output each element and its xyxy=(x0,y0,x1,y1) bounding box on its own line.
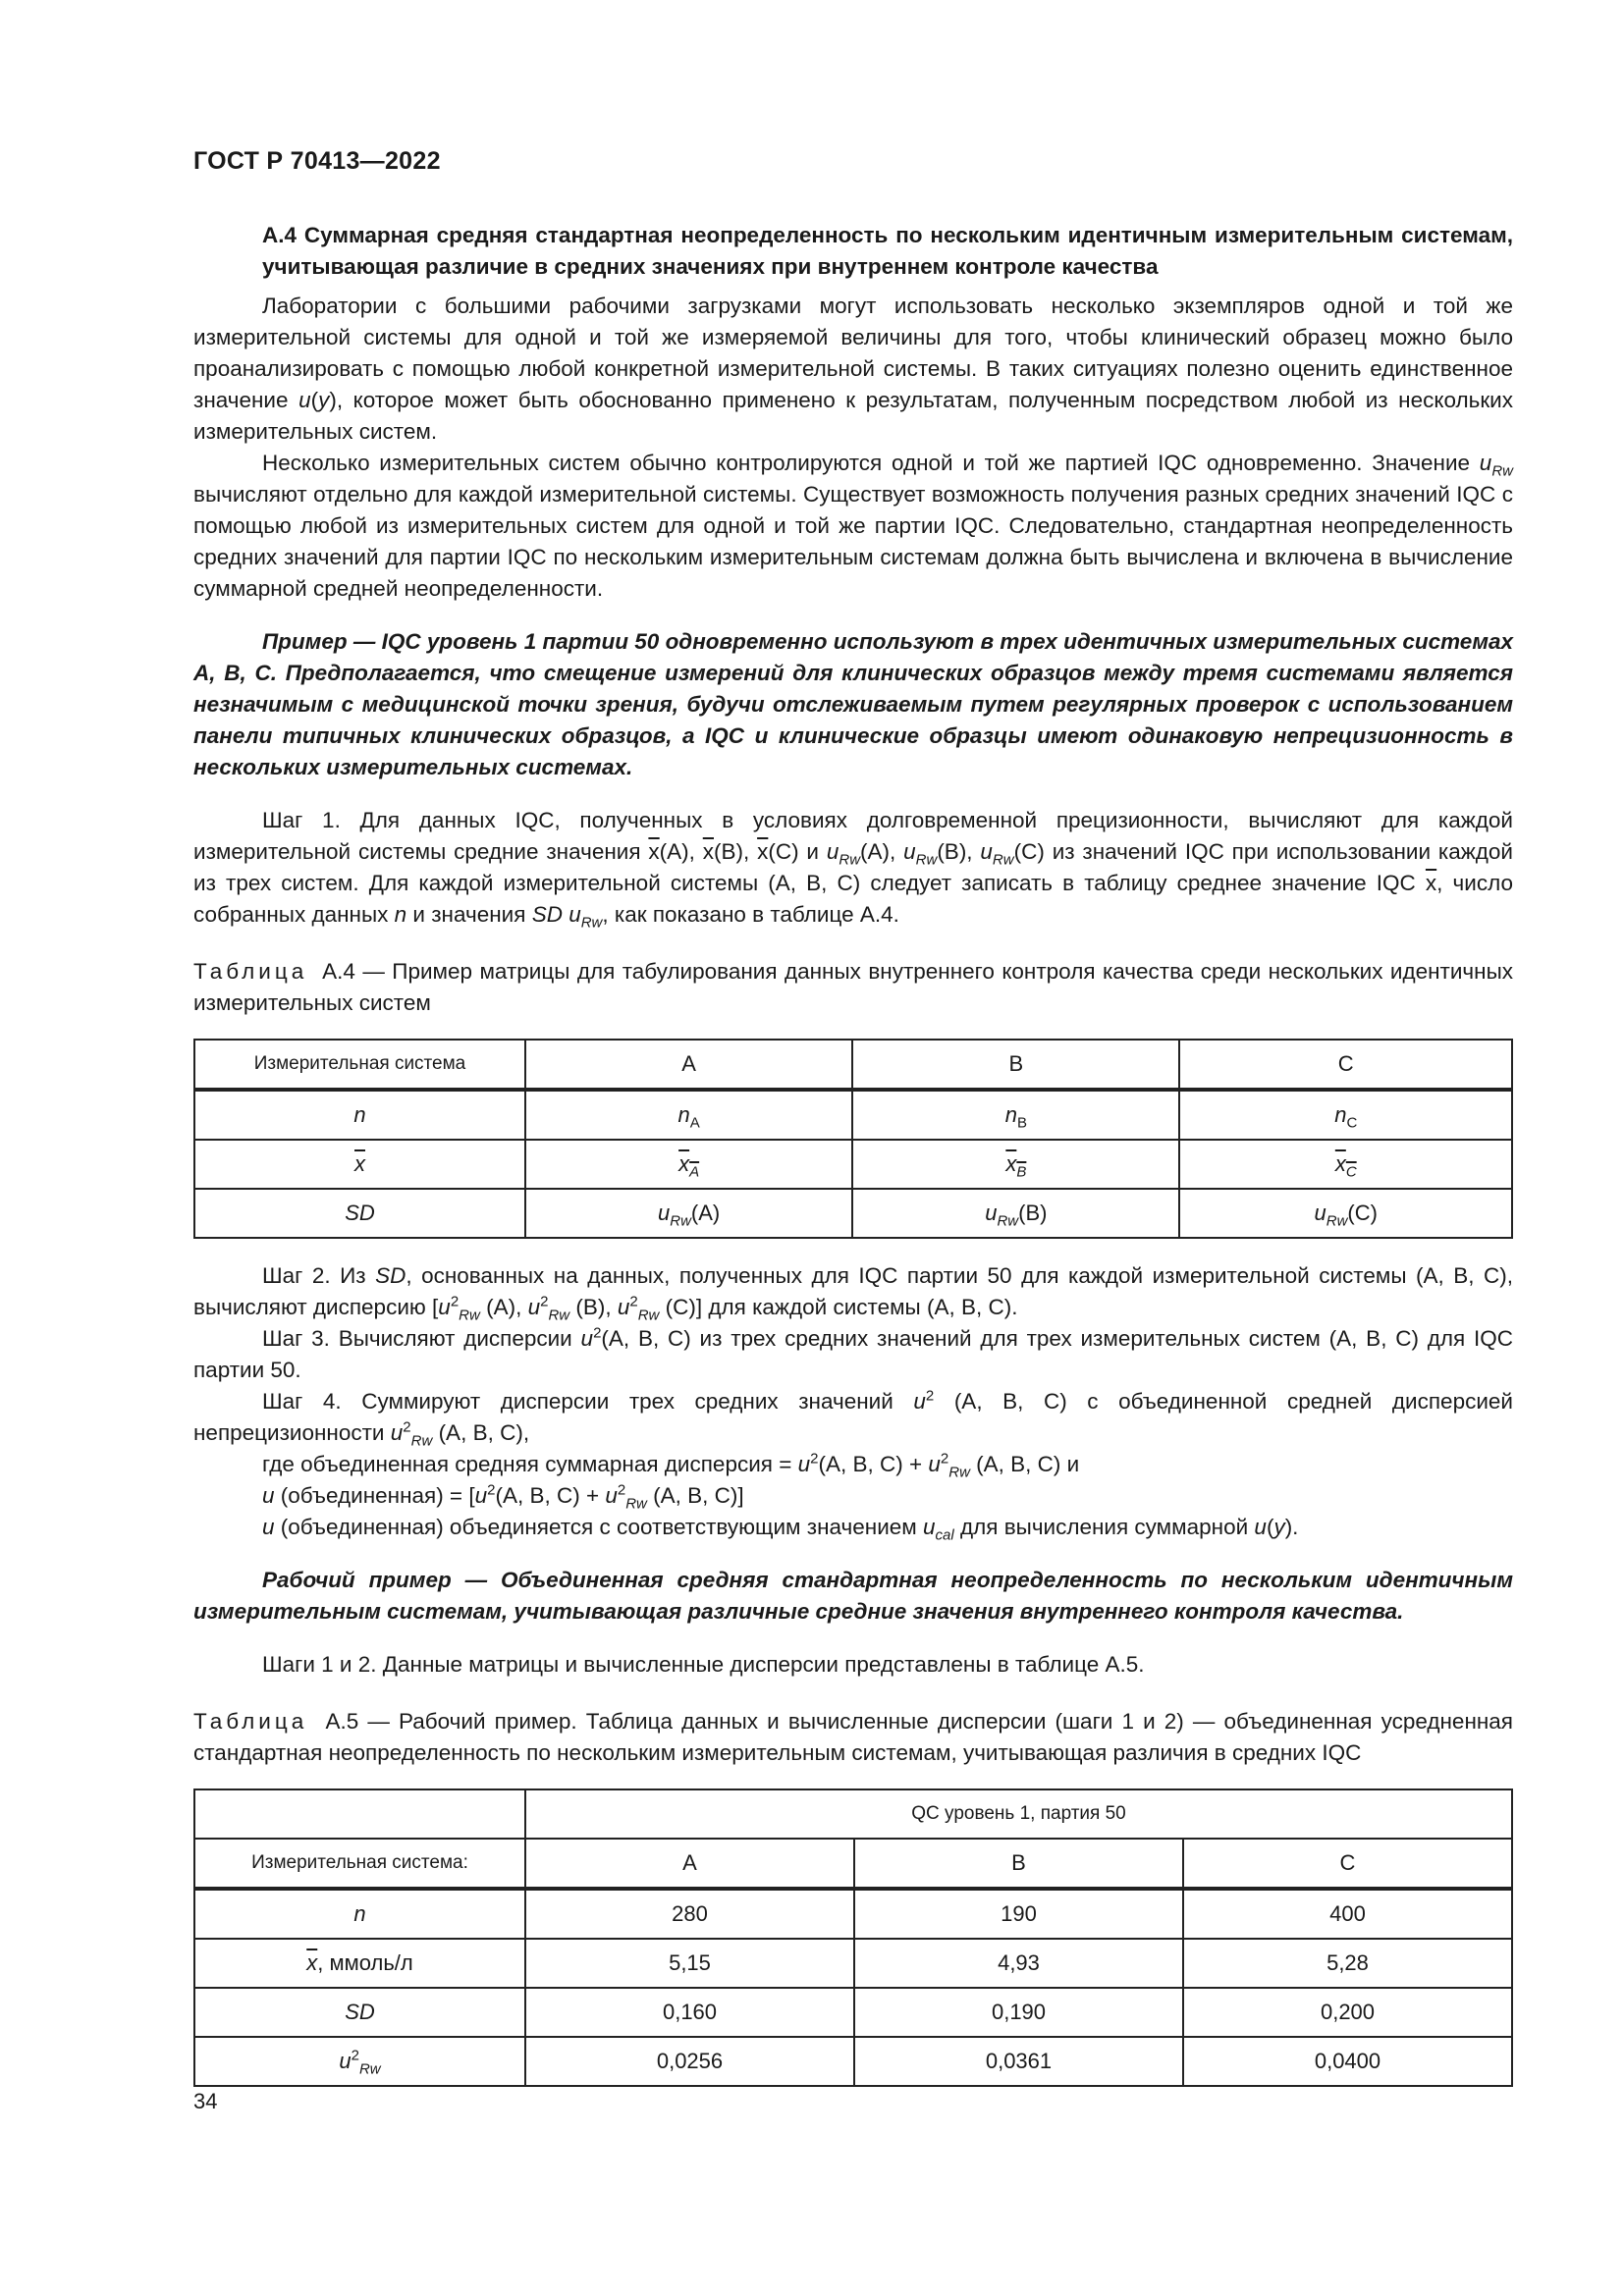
row-label: $\overline{x}$ xyxy=(194,1140,525,1189)
row-label: SD xyxy=(194,1988,525,2037)
table-row xyxy=(194,1090,1512,1140)
document-header: ГОСТ Р 70413—2022 xyxy=(193,147,441,175)
table-a5 xyxy=(193,1789,1513,2087)
table-cell: 190 xyxy=(854,1889,1183,1939)
table-row xyxy=(194,1189,1512,1238)
table-cell: 400 xyxy=(1183,1889,1512,1939)
header-cell: Измерительная система: xyxy=(194,1839,525,1889)
header-cell: Измерительная система xyxy=(194,1040,525,1090)
table-cell: 0,160 xyxy=(525,1988,854,2037)
paragraph-2: Несколько измерительных систем обычно контролируются одной и той же партией IQC одновременно. Значение $u_{Rw}$ вычисляют отдельно для каждой измерительной системы. Существует возможность получения разных средних значений IQC с помощью любой из измерительных систем для одной и той же партии IQC. Следовательно, стандартная неопределенность средних значений для партии IQC по нескольким измерительным системам должна быть вычислена и включена в вычисление суммарной средней неопределенности. xyxy=(193,451,1513,601)
table-cell: $x_A$ xyxy=(525,1140,852,1189)
table-a5-header-row xyxy=(194,1839,1512,1889)
table-cell: 280 xyxy=(525,1889,854,1939)
worked-example-paragraph: Рабочий пример — Объединенная средняя стандартная неопределенность по нескольким идентичным измерительным системам, учитывающая различные средние значения внутреннего контроля качества. xyxy=(193,1568,1513,1624)
paragraph-1: Лаборатории с большими рабочими загрузками могут использовать несколько экземпляров одной и той же измерительной системы для одной и той же измеряемой величины для того, чтобы клинический образец можно было проанализировать с помощью любой конкретной измерительной системы. В таких ситуациях полезно оценить единственное значение u(y), которое может быть обоснованно применено к результатам, полученным посредством любой из нескольких измерительных систем. xyxy=(193,294,1513,444)
table-a5-caption: Таблица А.5 — Рабочий пример. Таблица данных и вычисленные дисперсии (шаги 1 и 2) — объединенная усредненная стандартная неопределенность по нескольким измерительным системам, учитывающая различия в средних IQC xyxy=(193,1709,1513,1765)
header-cell: С xyxy=(1183,1839,1512,1889)
group-header-cell: QC уровень 1, партия 50 xyxy=(525,1789,1512,1839)
table-cell: $n_В$ xyxy=(852,1090,1179,1140)
table-a4-caption: Таблица А.4 — Пример матрицы для табулирования данных внутреннего контроля качества среди нескольких идентичных измерительных систем xyxy=(193,959,1513,1015)
row-label: n xyxy=(194,1090,525,1140)
steps-1-2-paragraph: Шаги 1 и 2. Данные матрицы и вычисленные дисперсии представлены в таблице А.5. xyxy=(262,1652,1145,1677)
header-cell: А xyxy=(525,1040,852,1090)
table-a4 xyxy=(193,1039,1513,1239)
table-cell: 0,0400 xyxy=(1183,2037,1512,2086)
table-cell: 0,0361 xyxy=(854,2037,1183,2086)
step-4-paragraph: Шаг 4. Суммируют дисперсии трех средних значений $u^2$ (А, В, С) с объединенной средней дисперсией непрецизионности $u^2_{Rw}$ (А, В, С), xyxy=(193,1387,1513,1450)
formula-line-1: где объединенная средняя суммарная дисперсия = $u^2(А$, В, $С) + u^2_{Rw}$ (А, В, С) и xyxy=(262,1450,1080,1481)
formula-line-2: u (объединенная) = [$u^2(А$, В, $С) + u^2_{Rw}$ (А, В, С)] xyxy=(262,1481,744,1513)
row-label: $u^2_{Rw}$ xyxy=(194,2037,525,2086)
table-row xyxy=(194,1889,1512,1939)
row-label: SD xyxy=(194,1189,525,1238)
table-cell: $n_А$ xyxy=(525,1090,852,1140)
table-cell: $n_С$ xyxy=(1179,1090,1512,1140)
table-cell: 5,28 xyxy=(1183,1939,1512,1988)
table-cell: $x_B$ xyxy=(852,1140,1179,1189)
table-cell: 0,0256 xyxy=(525,2037,854,2086)
table-cell: 0,200 xyxy=(1183,1988,1512,2037)
row-label: n xyxy=(194,1889,525,1939)
page-number: 34 xyxy=(193,2089,218,2113)
step-3-paragraph: Шаг 3. Вычисляют дисперсии $u^2(А$, В, С) из трех средних значений для трех измерительных систем (А, В, С) для IQC партии 50. xyxy=(193,1324,1513,1382)
header-cell: В xyxy=(854,1839,1183,1889)
section-heading: А.4 Суммарная средняя стандартная неопределенность по нескольким идентичным измерительным системам, учитывающая различие в средних значениях при внутреннем контроле качества xyxy=(262,223,1513,279)
formula-line-3: u (объединенная) объединяется с соответствующим значением $u_{cal}$ для вычисления суммарной u(y). xyxy=(262,1515,1299,1544)
row-label: $\overline{x}$, ммоль/л xyxy=(194,1939,525,1988)
step-2-paragraph: Шаг 2. Из SD, основанных на данных, полученных для IQC партии 50 для каждой измерительной системы (А, В, С), вычисляют дисперсию [$u^2_{Rw}$ (А), $u^2_{Rw}$ (В), $u^2_{Rw}$ (С)] для каждой системы (А, В, С). xyxy=(193,1263,1513,1324)
table-row xyxy=(194,1988,1512,2037)
table-cell: $u_{Rw}(A)$ xyxy=(525,1189,852,1238)
header-cell: С xyxy=(1179,1040,1512,1090)
table-cell: $u_{Rw}(C)$ xyxy=(1179,1189,1512,1238)
example-paragraph: Пример — IQC уровень 1 партии 50 одновременно используют в трех идентичных измерительных системах А, В, С. Предполагается, что смещение измерений для клинических образцов между тремя системами является незначимым с медицинской точки зрения, будучи отслеживаемым путем регулярных проверок с использованием панели типичных клинических образцов, а IQC и клинические образцы имеют одинаковую непрецизионность в нескольких измерительных системах. xyxy=(193,629,1513,779)
table-cell: $x_C$ xyxy=(1179,1140,1512,1189)
empty-cell xyxy=(194,1789,525,1839)
table-row xyxy=(194,2037,1512,2086)
table-a4-header-row xyxy=(194,1040,1512,1090)
table-cell: 5,15 xyxy=(525,1939,854,1988)
table-row xyxy=(194,1939,1512,1988)
header-cell: А xyxy=(525,1839,854,1889)
header-cell: В xyxy=(852,1040,1179,1090)
table-cell: 0,190 xyxy=(854,1988,1183,2037)
table-a5-group-row xyxy=(194,1789,1512,1839)
table-cell: 4,93 xyxy=(854,1939,1183,1988)
page-content xyxy=(193,220,1513,2087)
table-cell: $u_{Rw}(B)$ xyxy=(852,1189,1179,1238)
step-1-paragraph: Шаг 1. Для данных IQC, полученных в условиях долговременной прецизионности, вычисляют для каждой измерительной системы средние значения $\overline{x}(А)$, $\overline{x}(В)$, $\overline{x}(С)$ и $u_{Rw}(А)$, $u_{Rw}(В)$, $u_{Rw}(С)$ из значений IQC при использовании каждой из трех систем. Для каждой измерительной системы (А, В, С) следует записать в таблицу среднее значение IQC $\overline{x}$, число собранных данных n и значения SD $u_{Rw}$, как показано в таблице А.4. xyxy=(193,808,1513,932)
table-row xyxy=(194,1140,1512,1189)
